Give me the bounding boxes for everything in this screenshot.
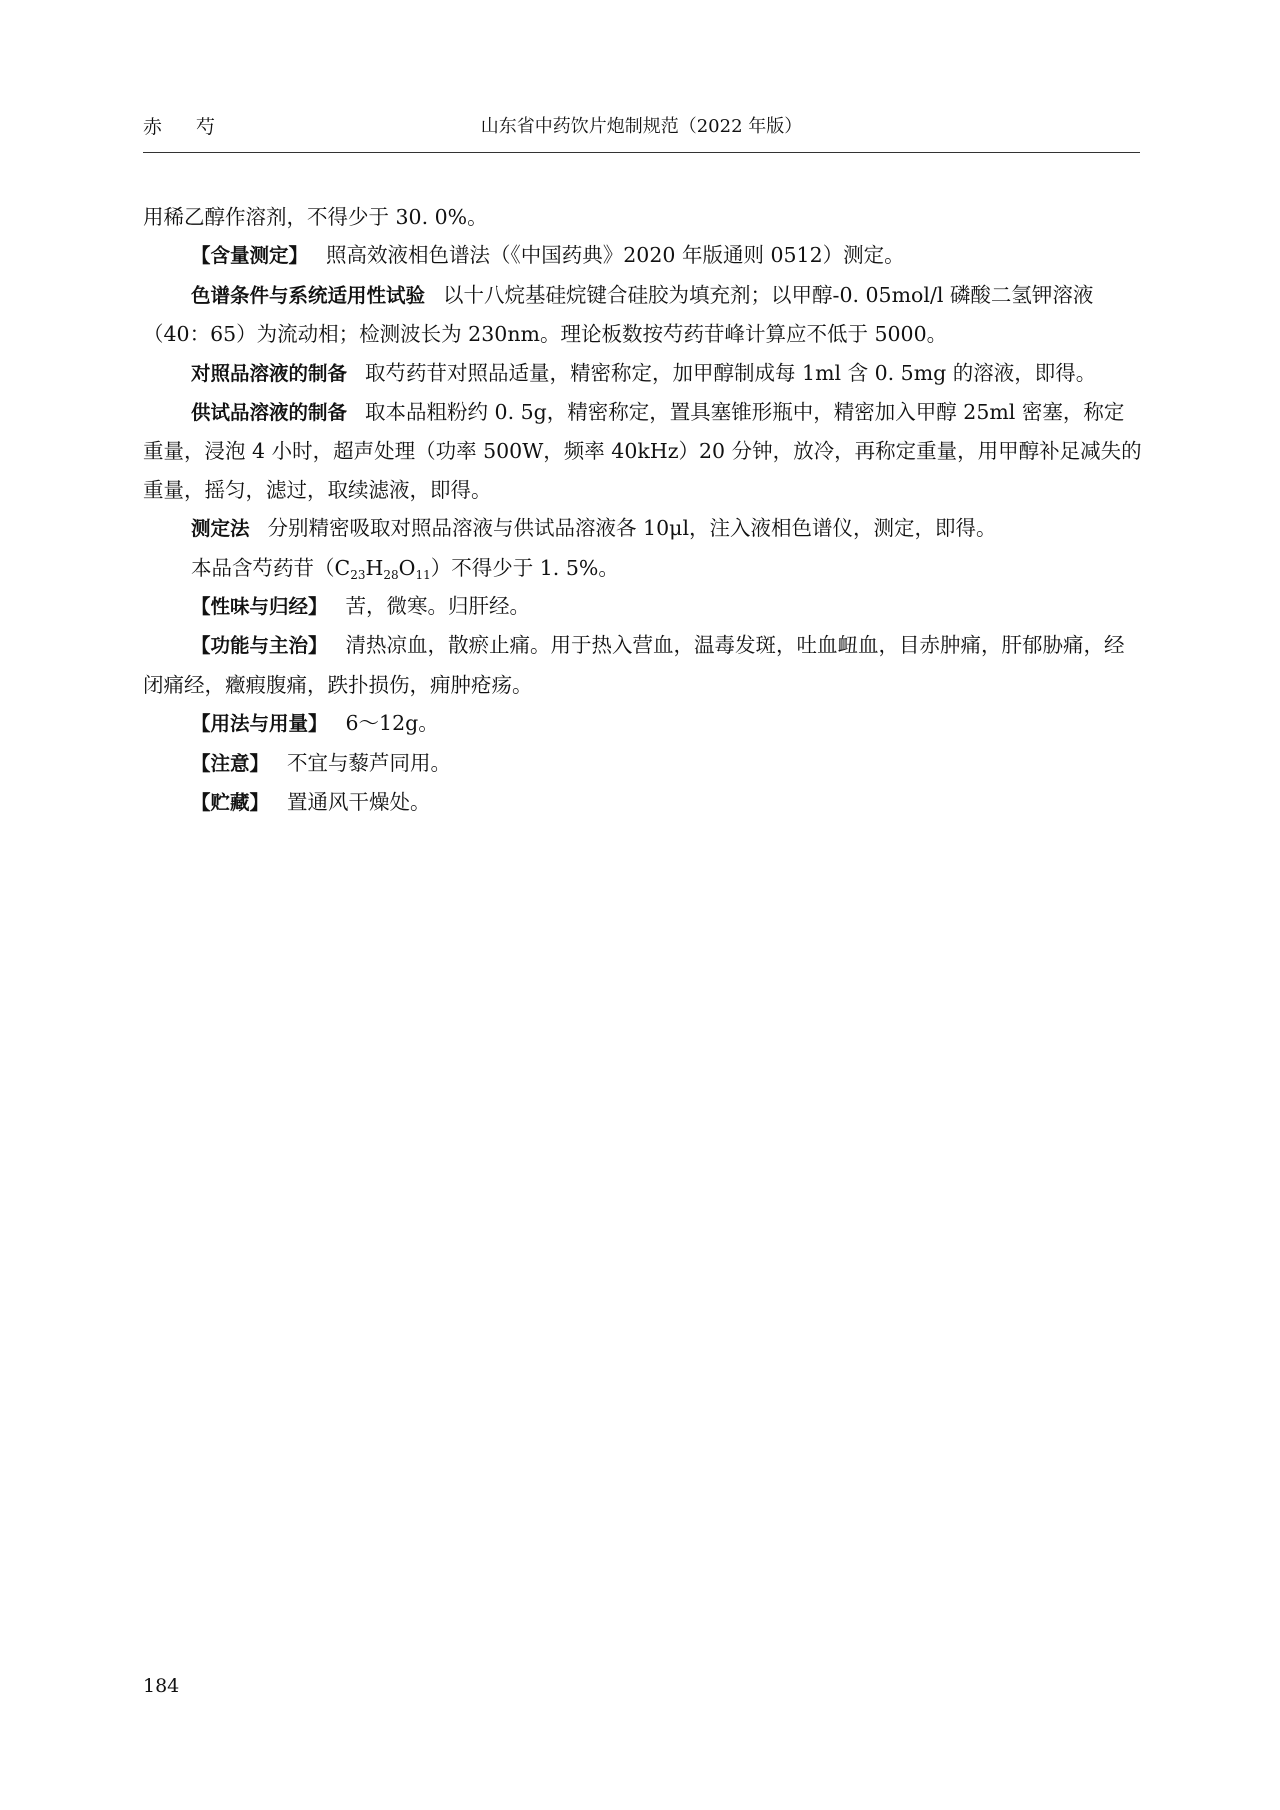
section-label-assay: 【含量测定】 [191,244,309,268]
paragraph-solvent: 用稀乙醇作溶剂，不得少于 30. 0%。 [143,205,488,229]
paragraph-assay: 【含量测定】 照高效液相色谱法（《中国药典》2020 年版通则 0512）测定。 [191,243,905,268]
section-label-storage: 【贮藏】 [191,791,270,815]
paragraph-test-solution: 供试品溶液的制备 取本品粗粉约 0. 5g，精密称定，置具塞锥形瓶中，精密加入甲醇 25ml 密塞，称定重量，浸泡 4 小时，超声处理（功率 500W，频率 40kHz）20 分钟，放冷，再称定重量，用甲醇补足减失的重量，摇匀，滤过，取续滤液，即得。 [143,400,1142,502]
section-label-function: 【功能与主治】 [191,634,328,658]
paragraph-nature-meridian: 【性味与归经】 苦，微寒。归肝经。 [191,594,531,619]
paragraph-reference-solution: 对照品溶液的制备 取芍药苷对照品适量，精密称定，加甲醇制成每 1ml 含 0. 5mg 的溶液，即得。 [191,360,1097,385]
header-rule [143,152,1140,153]
paragraph-chromatography: 色谱条件与系统适用性试验 以十八烷基硅烷键合硅胶为填充剂；以甲醇-0. 05mol/l 磷酸二氢钾溶液（40：65）为流动相；检测波长为 230nm。理论板数按芍药苷峰计算应不低于 5000。 [143,282,1094,347]
subsection-label-chromatography: 色谱条件与系统适用性试验 [191,283,426,307]
subsection-label-procedure: 测定法 [191,517,250,541]
paragraph-function: 【功能与主治】 清热凉血，散瘀止痛。用于热入营血，温毒发斑，吐血衄血，目赤肿痛，肝郁胁痛，经闭痛经，癥瘕腹痛，跌扑损伤，痈肿疮疡。 [143,633,1125,697]
section-label-dosage: 【用法与用量】 [191,712,328,736]
page-number: 184 [143,1675,180,1697]
header-book-title: 山东省中药饮片炮制规范（2022 年版） [480,116,803,137]
paragraph-storage: 【贮藏】 置通风干燥处。 [191,790,431,815]
section-label-nature: 【性味与归经】 [191,595,328,619]
subsection-label-reference: 对照品溶液的制备 [191,361,348,385]
page-body [143,198,1143,823]
header-herb-name: 赤 芍 [143,116,230,138]
paragraph-precaution: 【注意】 不宜与藜芦同用。 [191,750,452,775]
section-label-precaution: 【注意】 [191,751,270,775]
paragraph-procedure: 测定法 分别精密吸取对照品溶液与供试品溶液各 10μl，注入液相色谱仪，测定，即得。 [191,516,997,541]
subsection-label-test: 供试品溶液的制备 [191,401,348,425]
paragraph-dosage: 【用法与用量】 6～12g。 [191,711,439,736]
paragraph-content-limit: 本品含芍药苷$(C_{23}H_{28}O_{11})$不得少于 1. 5%。 [191,555,619,582]
running-header [143,112,1140,148]
